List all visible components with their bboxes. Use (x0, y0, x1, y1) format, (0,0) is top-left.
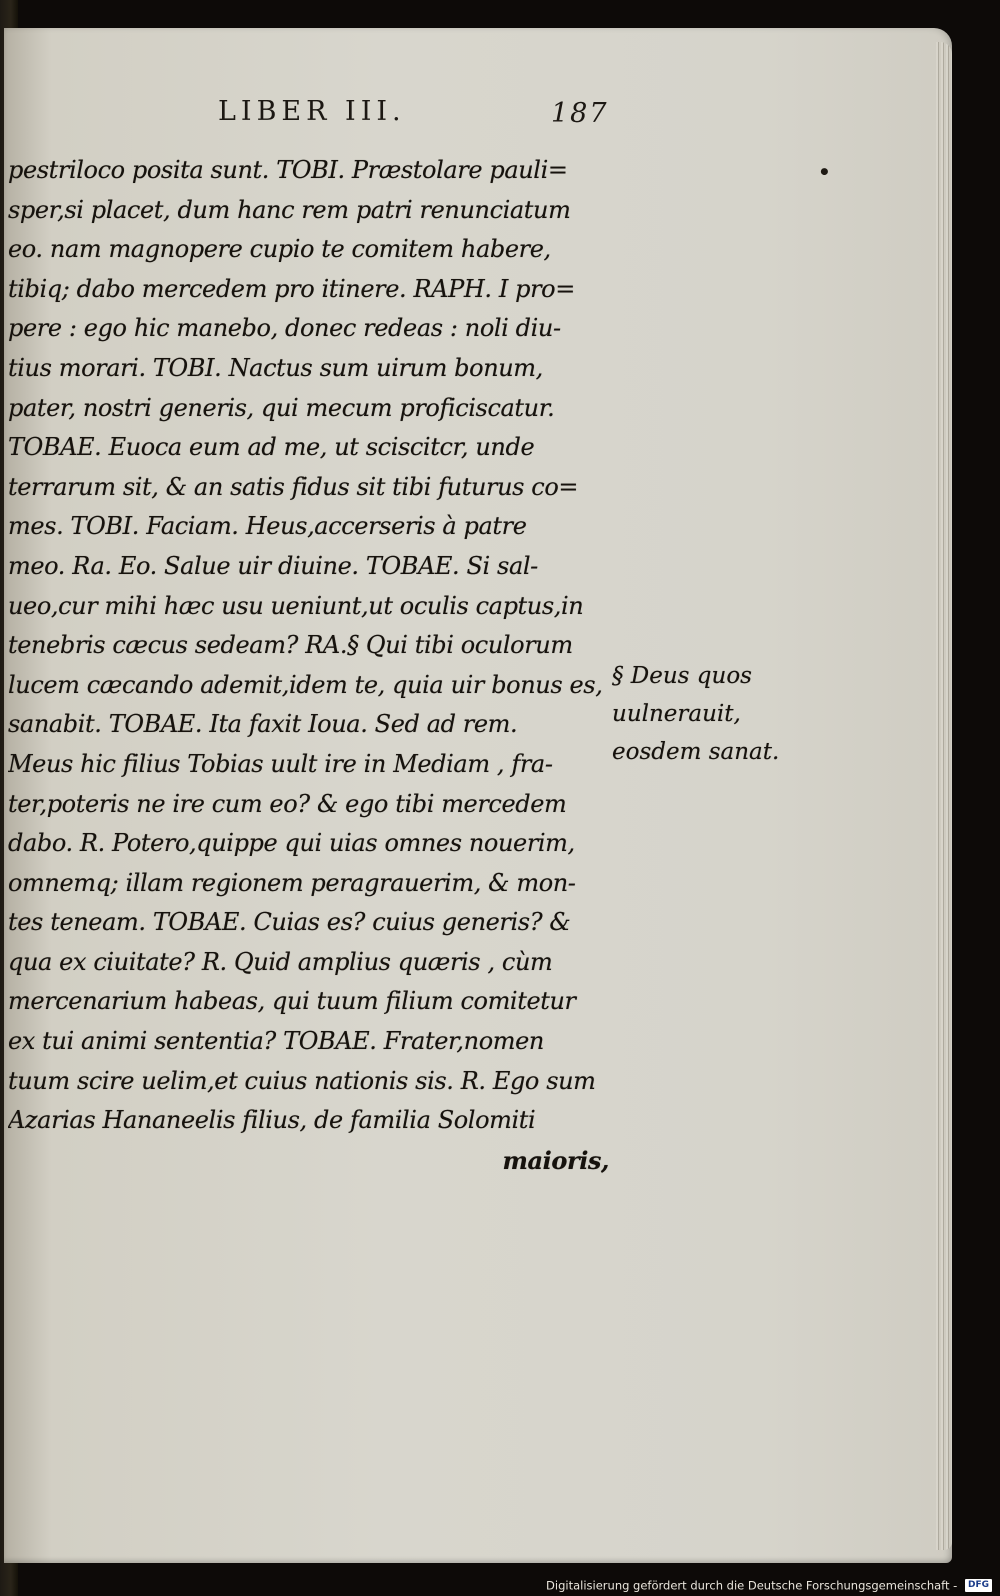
dfg-logo: DFG (965, 1579, 992, 1592)
text-line: lucem cæcando ademit,idem te, quia uir bonus es, (8, 670, 603, 699)
text-line: eo. nam magnopere cupio te comitem habere, (8, 235, 551, 264)
text-line: tes teneam. TOBAE. Cuias es? cuius generis? & (8, 908, 571, 937)
marginal-note (612, 657, 779, 771)
text-line: meo. Ra. Eo. Salue uir diuine. TOBAE. Si sal- (8, 551, 538, 580)
text-line: tius morari. TOBI. Nactus sum uirum bonum, (8, 353, 543, 382)
text-line: tibiq; dabo mercedem pro itinere. RAPH. I pro= (8, 274, 575, 303)
page-edge (936, 42, 952, 1550)
text-line: mes. TOBI. Faciam. Heus,accerseris à patre (8, 512, 527, 541)
text-line: pater, nostri generis, qui mecum proficiscatur. (8, 393, 555, 422)
text-line: Azarias Hananeelis filius, de familia Solomiti (8, 1106, 536, 1135)
text-line: tuum scire uelim,et cuius nationis sis. R. Ego sum (8, 1066, 596, 1095)
text-line: omnemq; illam regionem peragrauerim, & mon- (8, 868, 576, 897)
text-line: Meus hic filius Tobias uult ire in Mediam , fra- (8, 749, 553, 778)
funding-credit (0, 1574, 992, 1596)
text-line: sper,si placet, dum hanc rem patri renunciatum (8, 195, 571, 224)
text-line: terrarum sit, & an satis fidus sit tibi futurus co= (8, 472, 579, 501)
funding-credit-text: Digitalisierung gefördert durch die Deutsche Forschungsgemeinschaft - (546, 1578, 958, 1593)
marginal-note-line: eosdem sanat. (612, 739, 780, 765)
text-line: ter,poteris ne ire cum eo? & ego tibi mercedem (8, 789, 567, 818)
page-number: 187 (551, 98, 609, 129)
text-line: TOBAE. Euoca eum ad me, ut sciscitcr, unde (8, 433, 535, 462)
marginal-note-line: uulnerauit, (612, 701, 741, 727)
text-line: dabo. R. Potero,quippe qui uias omnes nouerim, (8, 829, 575, 858)
text-line: qua ex ciuitate? R. Quid amplius quæris , cùm (8, 947, 553, 976)
catchword: maioris, (502, 1145, 609, 1175)
main-text-block (8, 151, 613, 1180)
text-line: sanabit. TOBAE. Ita faxit Ioua. Sed ad rem. (8, 710, 518, 739)
text-line: pere : ego hic manebo, donec redeas : noli diu- (8, 314, 561, 343)
margin-mark: • (818, 160, 831, 184)
running-head: LIBER III. (218, 96, 406, 127)
marginal-note-line: § Deus quos (612, 663, 752, 689)
text-line: mercenarium habeas, qui tuum filium comitetur (8, 987, 576, 1016)
text-line: ueo,cur mihi hæc usu ueniunt,ut oculis captus,in (8, 591, 584, 620)
text-line: ex tui animi sententia? TOBAE. Frater,nomen (8, 1027, 544, 1056)
text-line: tenebris cæcus sedeam? RA.§ Qui tibi oculorum (8, 631, 573, 660)
text-line: pestriloco posita sunt. TOBI. Præstolare pauli= (8, 156, 568, 184)
